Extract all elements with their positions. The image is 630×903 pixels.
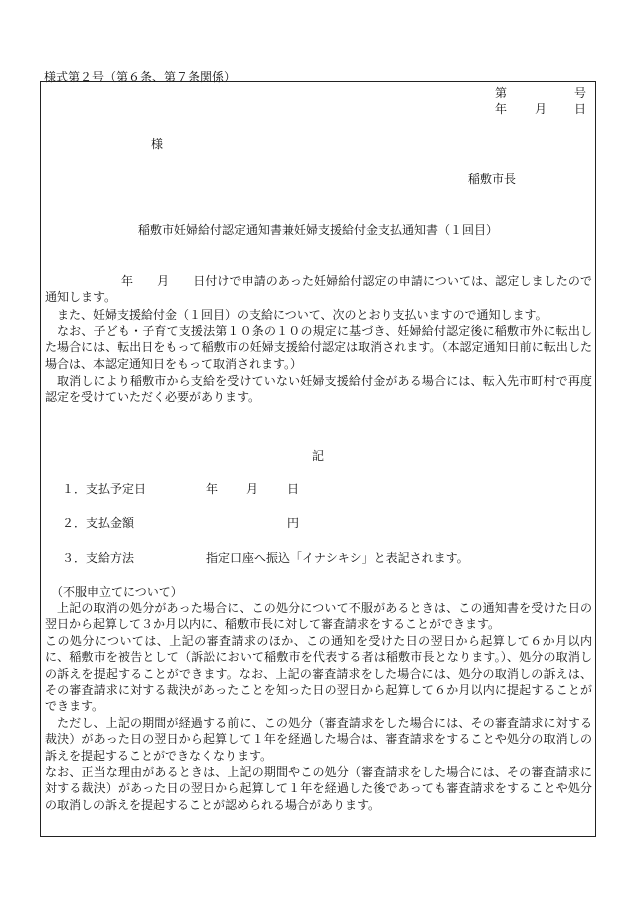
date-day: 日: [574, 102, 587, 116]
item-amount-unit: 円: [287, 516, 300, 530]
body-paragraph-1-text: 日付けで申請のあった妊婦給付認定の申請については、認定しましたので通知します。: [45, 274, 592, 305]
item-payment-day: 日: [287, 482, 300, 496]
item-payment-month: 月: [246, 482, 259, 496]
form-number-label: 様式第２号（第６条、第７条関係）: [44, 70, 237, 84]
appeal-paragraph-4: なお、正当な理由があるときは、上記の期間やこの処分（審査請求をした場合には、その審査請求に対する裁決）があった日の翌日から起算して１年を経過した後であっても審査請求をすることや処分の取消しの訴えを提起することが認められる場合があります。: [45, 765, 592, 812]
ki-heading: 記: [311, 449, 324, 463]
item-method-value: 指定口座へ振込「イナシキシ」と表記されます。: [206, 551, 469, 565]
item-amount-label: ２．支払金額: [62, 516, 135, 530]
appeal-paragraph-1: 上記の取消の処分があった場合に、この処分について不服があるときは、この通知書を受けた日の翌日から起算して３か月以内に、稲敷市長に対して審査請求をすることができます。: [45, 601, 592, 632]
date-month: 月: [535, 102, 548, 116]
document-title: 稲敷市妊婦給付認定通知書兼妊婦支援給付金支払通知書（１回目）: [137, 223, 498, 237]
number-suffix: 号: [574, 86, 587, 100]
item-payment-year: 年: [206, 482, 219, 496]
date-year: 年: [495, 102, 508, 116]
appeal-paragraph-3: ただし、上記の期間が経過する前に、この処分（審査請求をした場合には、その審査請求に対する裁決）があった日の翌日から起算して１年を経過した場合は、審査請求をすることや処分の取消しの訴えを提起することができなくなります。: [45, 716, 592, 763]
body-date-month: 月: [157, 274, 170, 288]
appeal-paragraph-2: この処分については、上記の審査請求のほか、この通知を受けた日の翌日から起算して６か月以内に、稲敷市を被告として（訴訟において稲敷市を代表する者は稲敷市長となります。）、処分の取消しの訴えを提起することができます。なお、上記の審査請求をした場合には、処分の取消しの訴えは、その審査請求に対する裁決があったことを知った日の翌日から起算して６か月以内に提起することができます。: [45, 634, 592, 714]
item-method-label: ３．支給方法: [62, 551, 135, 565]
issuer-name: 稲敷市長: [468, 172, 517, 186]
body-paragraph-2: また、妊婦支援給付金（１回目）の支給について、次のとおり支払いますので通知します。: [57, 308, 548, 322]
document-frame: [40, 81, 596, 837]
body-paragraph-4: 取消しにより稲敷市から支給を受けていない妊婦支援給付金がある場合には、転入先市町村で再度認定を受けていただく必要があります。: [45, 374, 592, 405]
item-payment-date-label: １．支払予定日: [62, 482, 147, 496]
appeal-heading: （不服申立てについて）: [51, 585, 183, 599]
body-paragraph-3: なお、子ども・子育て支援法第１０条の１０の規定に基づき、妊婦給付認定後に稲敷市外に転出した場合には、転出日をもって稲敷市の妊婦支援給付認定は取消されます。（本認定通知日前に転出した場合は、本認定通知日をもって取消されます。）: [45, 324, 592, 371]
recipient-title: 様: [151, 137, 164, 151]
body-date-year: 年: [121, 274, 134, 288]
number-prefix: 第: [495, 86, 508, 100]
body-paragraph-1: [45, 273, 592, 306]
